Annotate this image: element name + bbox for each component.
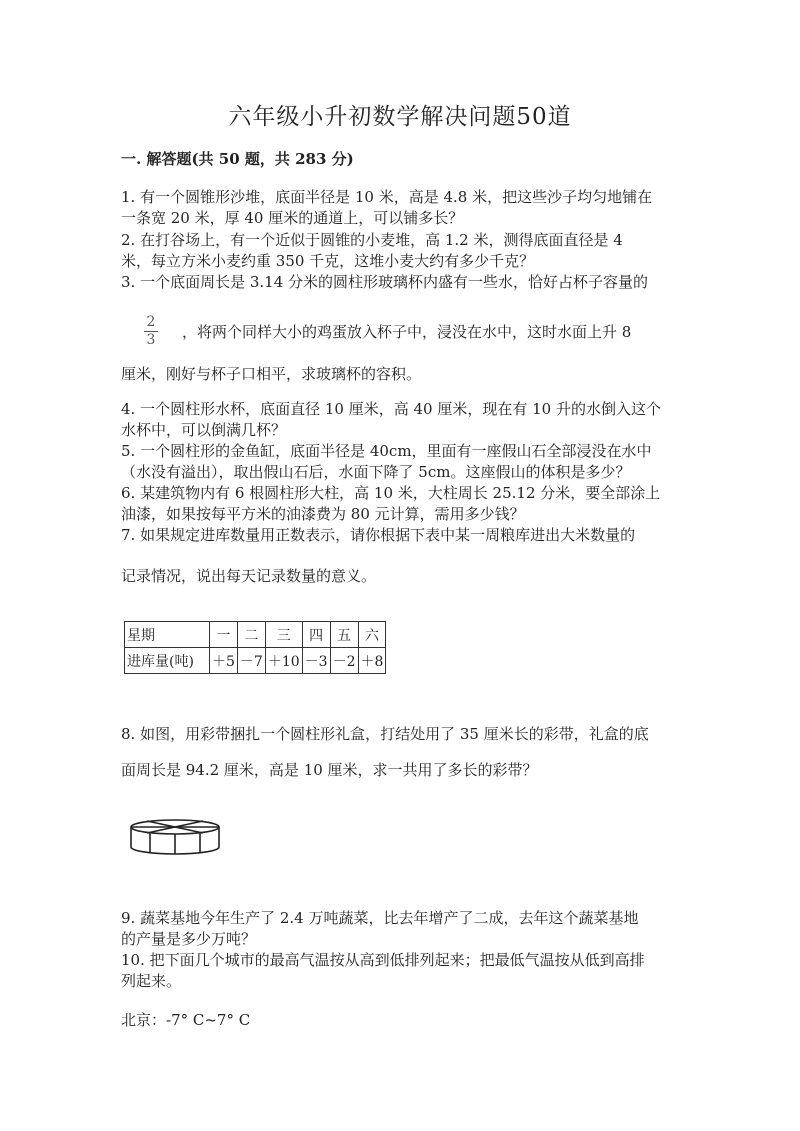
table-cell: －3 [302,648,330,674]
table-cell: 进库量(吨) [125,648,210,674]
table-row [125,622,386,648]
text-line: 的产量是多少万吨？ [121,930,257,948]
text-line: 水杯中，可以倒满几杯？ [121,421,287,439]
text-line: 米，每立方米小麦约重 350 千克，这堆小麦大约有多少千克？ [121,252,535,270]
text-line: 9. 蔬菜基地今年生产了 2.4 万吨蔬菜，比去年增产了二成，去年这个蔬菜基地 [121,909,639,927]
text-line: 3. 一个底面周长是 3.14 分米的圆柱形玻璃杯内盛有一些水，恰好占杯子容量的 [121,273,649,291]
text-line: 油漆，如果按每平方米的油漆费为 80 元计算，需用多少钱？ [121,505,525,523]
table-cell: 二 [237,622,265,648]
grain-record-table [124,621,386,674]
table-cell: 五 [330,622,358,648]
fraction-numerator: 2 [146,314,156,330]
table-cell: 四 [302,622,330,648]
text-line: 8. 如图，用彩带捆扎一个圆柱形礼盒，打结处用了 35 厘米长的彩带，礼盒的底 [121,725,649,743]
text-line: 厘米，刚好与杯子口相平，求玻璃杯的容积。 [121,365,422,383]
table-cell: 六 [358,622,386,648]
text-line: 10. 把下面几个城市的最高气温按从高到低排列起来；把最低气温按从低到高排 [121,951,645,969]
text-line: 记录情况，说出每天记录数量的意义。 [121,567,377,585]
table-cell: －2 [330,648,358,674]
table-cell: 星期 [125,622,210,648]
page-title: 六年级小升初数学解决问题50道 [228,104,572,130]
table-cell: －7 [237,648,265,674]
text-line: 5. 一个圆柱形的金鱼缸，底面半径是 40cm，里面有一座假山石全部浸没在水中 [121,442,652,460]
text-line: 4. 一个圆柱形水杯，底面直径 10 厘米，高 40 厘米，现在有 10 升的水倒入这个 [121,400,661,418]
fraction-denominator: 3 [146,332,156,348]
text-line: 面周长是 94.2 厘米，高是 10 厘米，求一共用了多长的彩带？ [121,761,538,779]
text-line: 北京：-7° C~7° C [121,1011,251,1029]
table-cell: 三 [265,622,302,648]
fraction [144,315,158,348]
section-heading: 一. 解答题(共 50 题，共 283 分) [121,150,354,168]
table-cell: 一 [210,622,238,648]
table-cell: ＋8 [358,648,386,674]
table-cell: ＋5 [210,648,238,674]
text-line: 6. 某建筑物内有 6 根圆柱形大柱，高 10 米，大柱周长 25.12 分米，要全部涂上 [121,484,661,502]
text-line: 2. 在打谷场上，有一个近似于圆锥的小麦堆，高 1.2 米，测得底面直径是 4 [121,231,623,249]
text-line: 列起来。 [121,972,182,990]
text-line: 一条宽 20 米，厚 40 厘米的通道上，可以铺多长？ [121,209,464,227]
text-line: 7. 如果规定进库数量用正数表示，请你根据下表中某一周粮库进出大米数量的 [121,526,636,544]
text-line: （水没有溢出），取出假山石后，水面下降了 5cm。这座假山的体积是多少？ [121,463,631,481]
table-cell: ＋10 [265,648,302,674]
text-line: ，将两个同样大小的鸡蛋放入杯子中，浸没在水中，这时水面上升 8 [182,323,632,341]
cylinder-gift-box-figure [128,818,222,858]
text-line: 1. 有一个圆锥形沙堆，底面半径是 10 米，高是 4.8 米，把这些沙子均匀地铺在 [121,188,653,206]
table-row [125,648,386,674]
